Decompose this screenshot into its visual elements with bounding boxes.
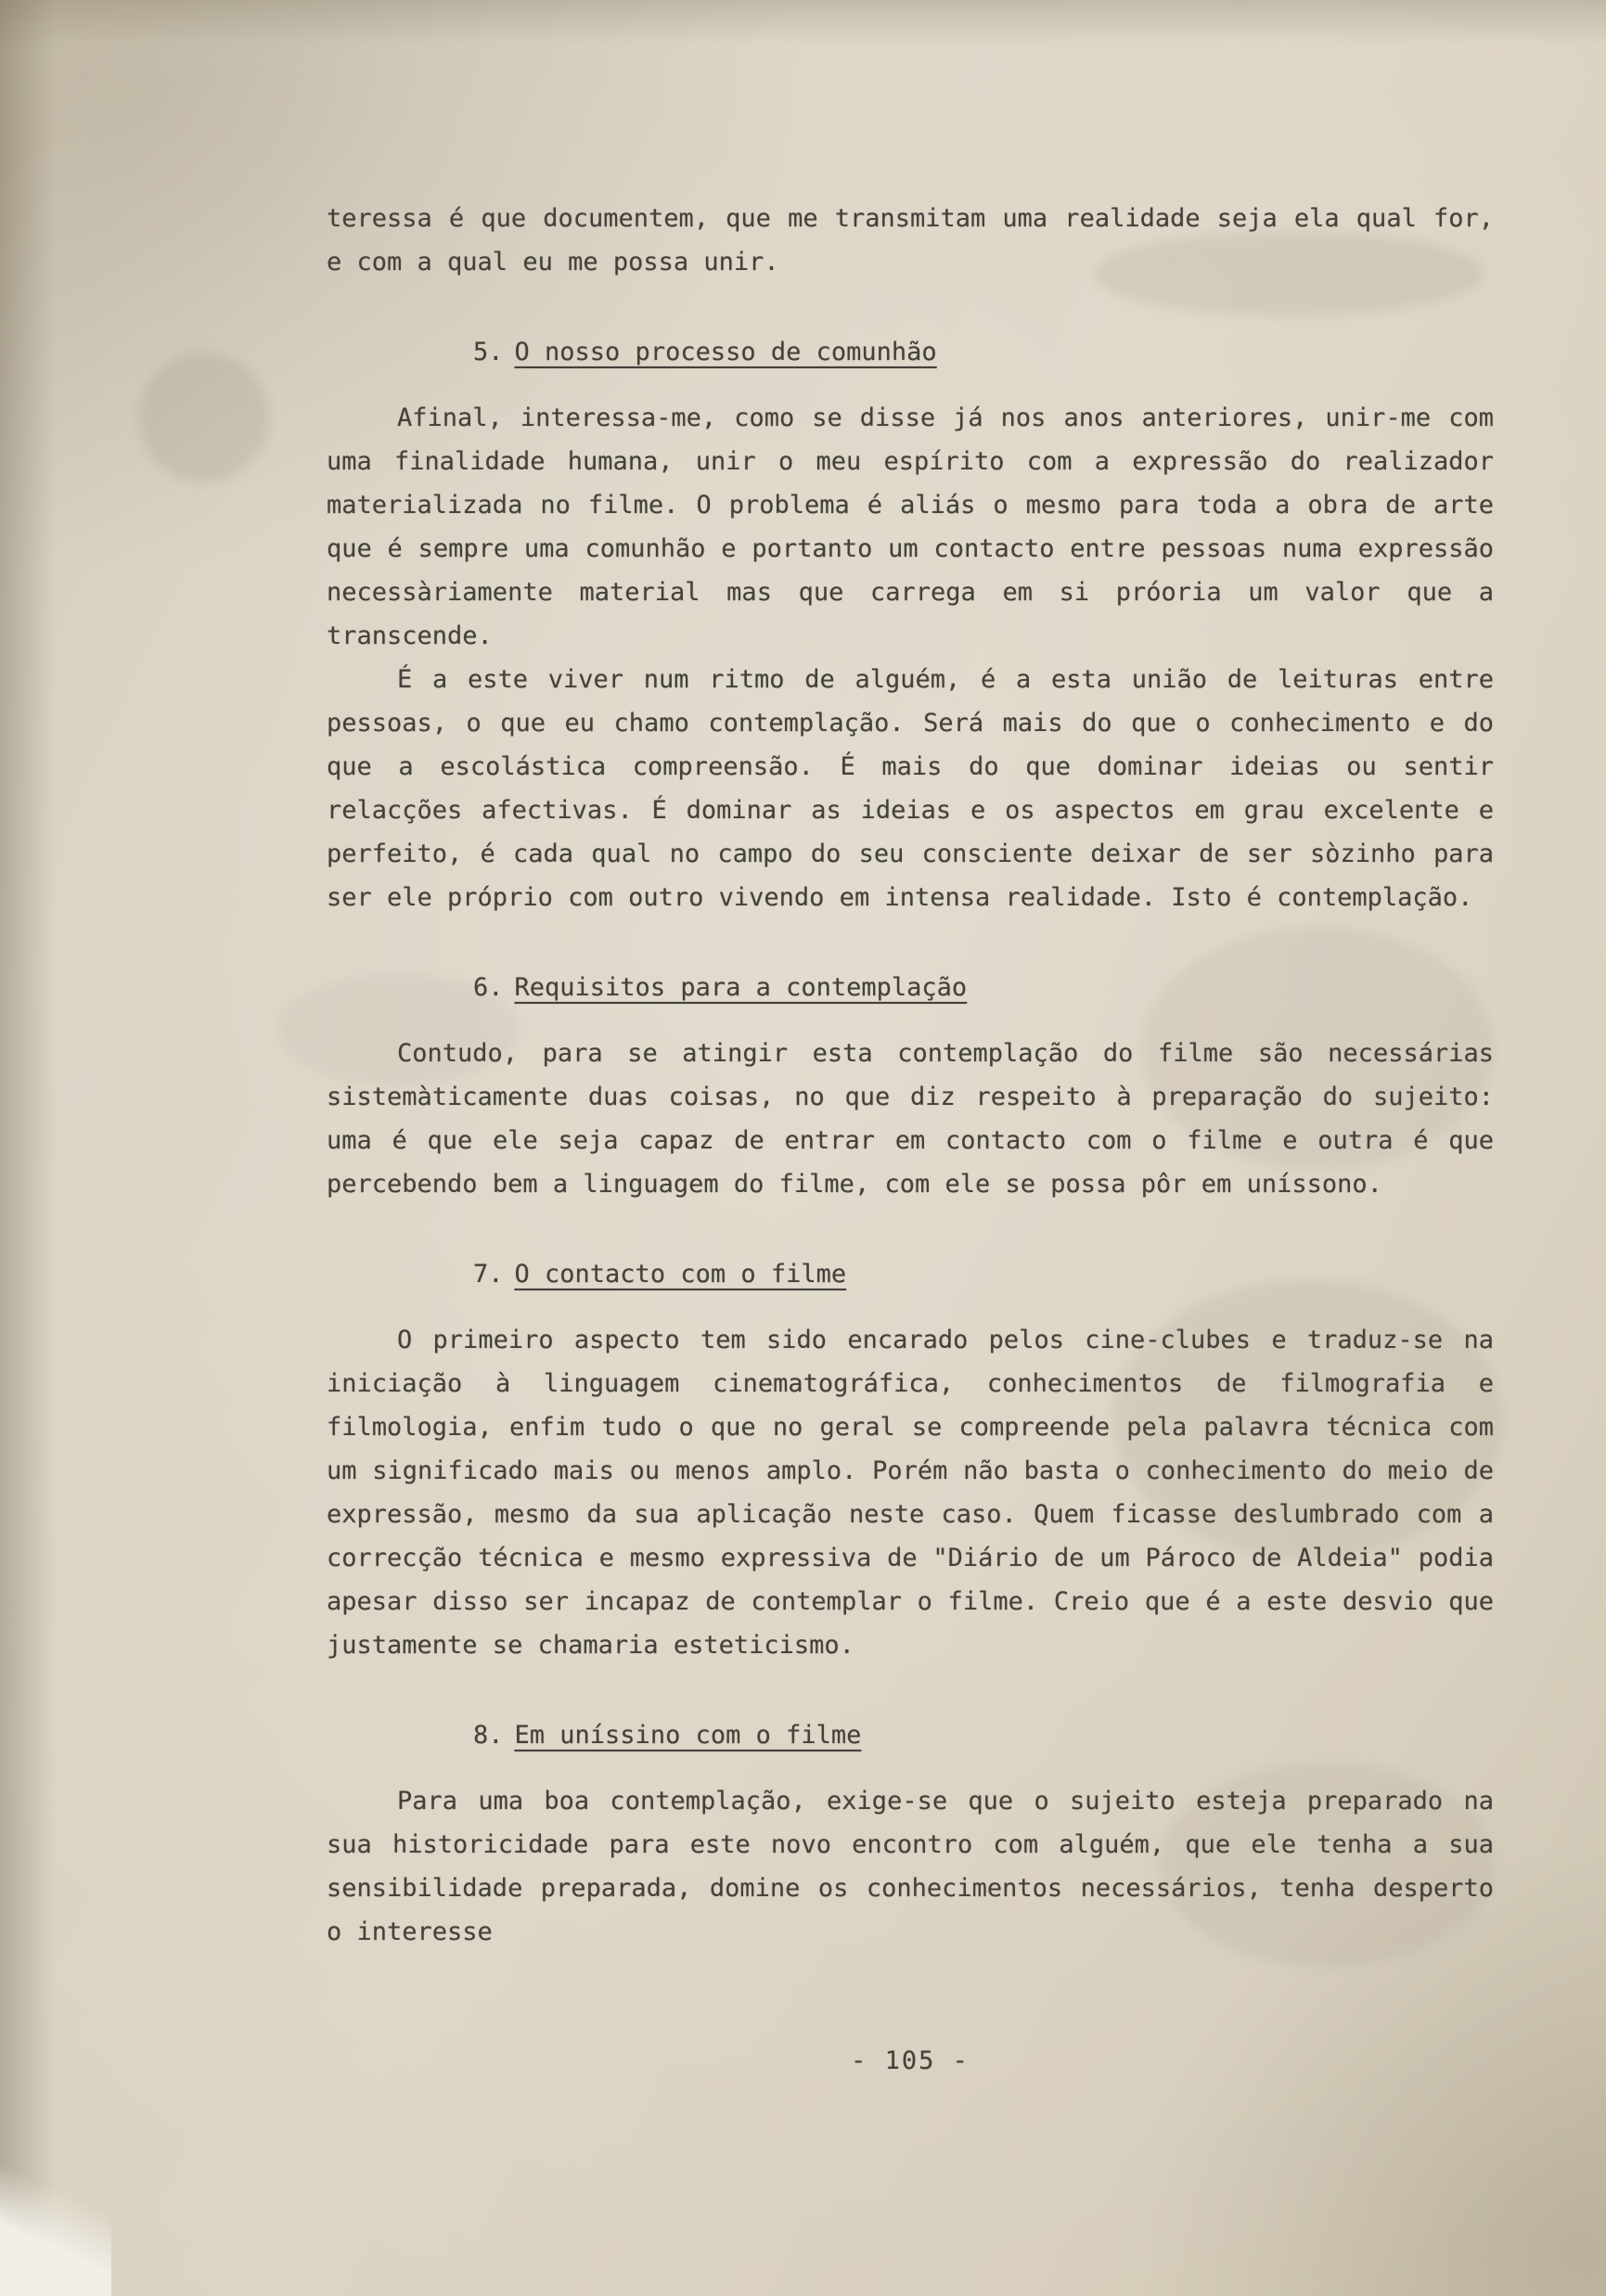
- scan-edge-shadow: [0, 0, 56, 2296]
- page-number: - 105 -: [851, 2046, 970, 2075]
- section-title: Em uníssino com o filme: [514, 1721, 862, 1750]
- section-8-heading: [473, 1713, 1494, 1757]
- section-5-heading: [473, 330, 1494, 374]
- bleedthrough-smudge: [139, 353, 269, 482]
- paragraph: Para uma boa contemplação, exige-se que o sujeito esteja preparado na sua historicidade para este novo encontro com alguém, que ele tenha a sua sensibilidade preparada, domine os conhecimentos necessários, tenha desperto o interesse: [327, 1787, 1494, 1946]
- section-7: [327, 1252, 1494, 1667]
- section-title: O contacto com o filme: [514, 1260, 847, 1289]
- paragraph: Contudo, para se atingir esta contemplação do filme são necessárias sistemàticamente duas coisas, no que diz respeito à preparação do sujeito: uma é que ele seja capaz de entrar em contacto com o filme e outra é que percebendo bem a linguagem do filme, com ele se possa pôr em uníssono.: [327, 1039, 1494, 1199]
- paragraph: O primeiro aspecto tem sido encarado pelos cine-clubes e traduz-se na iniciação à linguagem cinematográfica, conhecimentos de filmografia e filmologia, enfim tudo o que no geral se compreende pela palavra técnica com um significado mais ou menos amplo. Porém não basta o conhecimento do meio de expressão, mesmo da sua aplicação neste caso. Quem ficasse deslumbrado com a correcção técnica e mesmo expressiva de "Diário de um Pároco de Aldeia" podia apesar disso ser incapaz de contemplar o filme. Creio que é a este desvio que justamente se chamaria esteticismo.: [327, 1326, 1494, 1660]
- section-number: 8.: [473, 1721, 504, 1750]
- section-6-heading: [473, 966, 1494, 1009]
- page-corner-backing: [0, 2092, 111, 2296]
- section-number: 6.: [473, 973, 504, 1002]
- section-number: 5.: [473, 338, 504, 366]
- section-number: 7.: [473, 1260, 504, 1289]
- section-7-heading: [473, 1252, 1494, 1296]
- section-5: [327, 330, 1494, 919]
- scan-edge-shadow: [0, 0, 1606, 45]
- paragraph: É a este viver num ritmo de alguém, é a esta união de leituras entre pessoas, o que eu chamo contemplação. Será mais do que o conhecimento e do que a escolástica compreensão. É mais do que dominar ideias ou sentir relacções afectivas. É dominar as ideias e os aspectos em grau excelente e perfeito, é cada qual no campo do seu consciente deixar de ser sòzinho para ser ele próprio com outro vivendo em intensa realidade. Isto é contemplação.: [327, 665, 1494, 912]
- section-6: [327, 966, 1494, 1206]
- section-title: Requisitos para a contemplação: [514, 973, 968, 1002]
- section-8: [327, 1713, 1494, 1954]
- paragraph: Afinal, interessa-me, como se disse já nos anos anteriores, unir-me com uma finalidade humana, unir o meu espírito com a expressão do realizador materializada no filme. O problema é aliás o mesmo para toda a obra de arte que é sempre uma comunhão e portanto um contacto entre pessoas numa expressão necessàriamente material mas que carrega em si próoria um valor que a transcende.: [327, 404, 1494, 650]
- typewritten-text-block: [327, 197, 1494, 2083]
- section-title: O nosso processo de comunhão: [514, 338, 937, 366]
- intro-paragraph: teressa é que documentem, que me transmitam uma realidade seja ela qual for, e com a qual eu me possa unir.: [327, 204, 1494, 276]
